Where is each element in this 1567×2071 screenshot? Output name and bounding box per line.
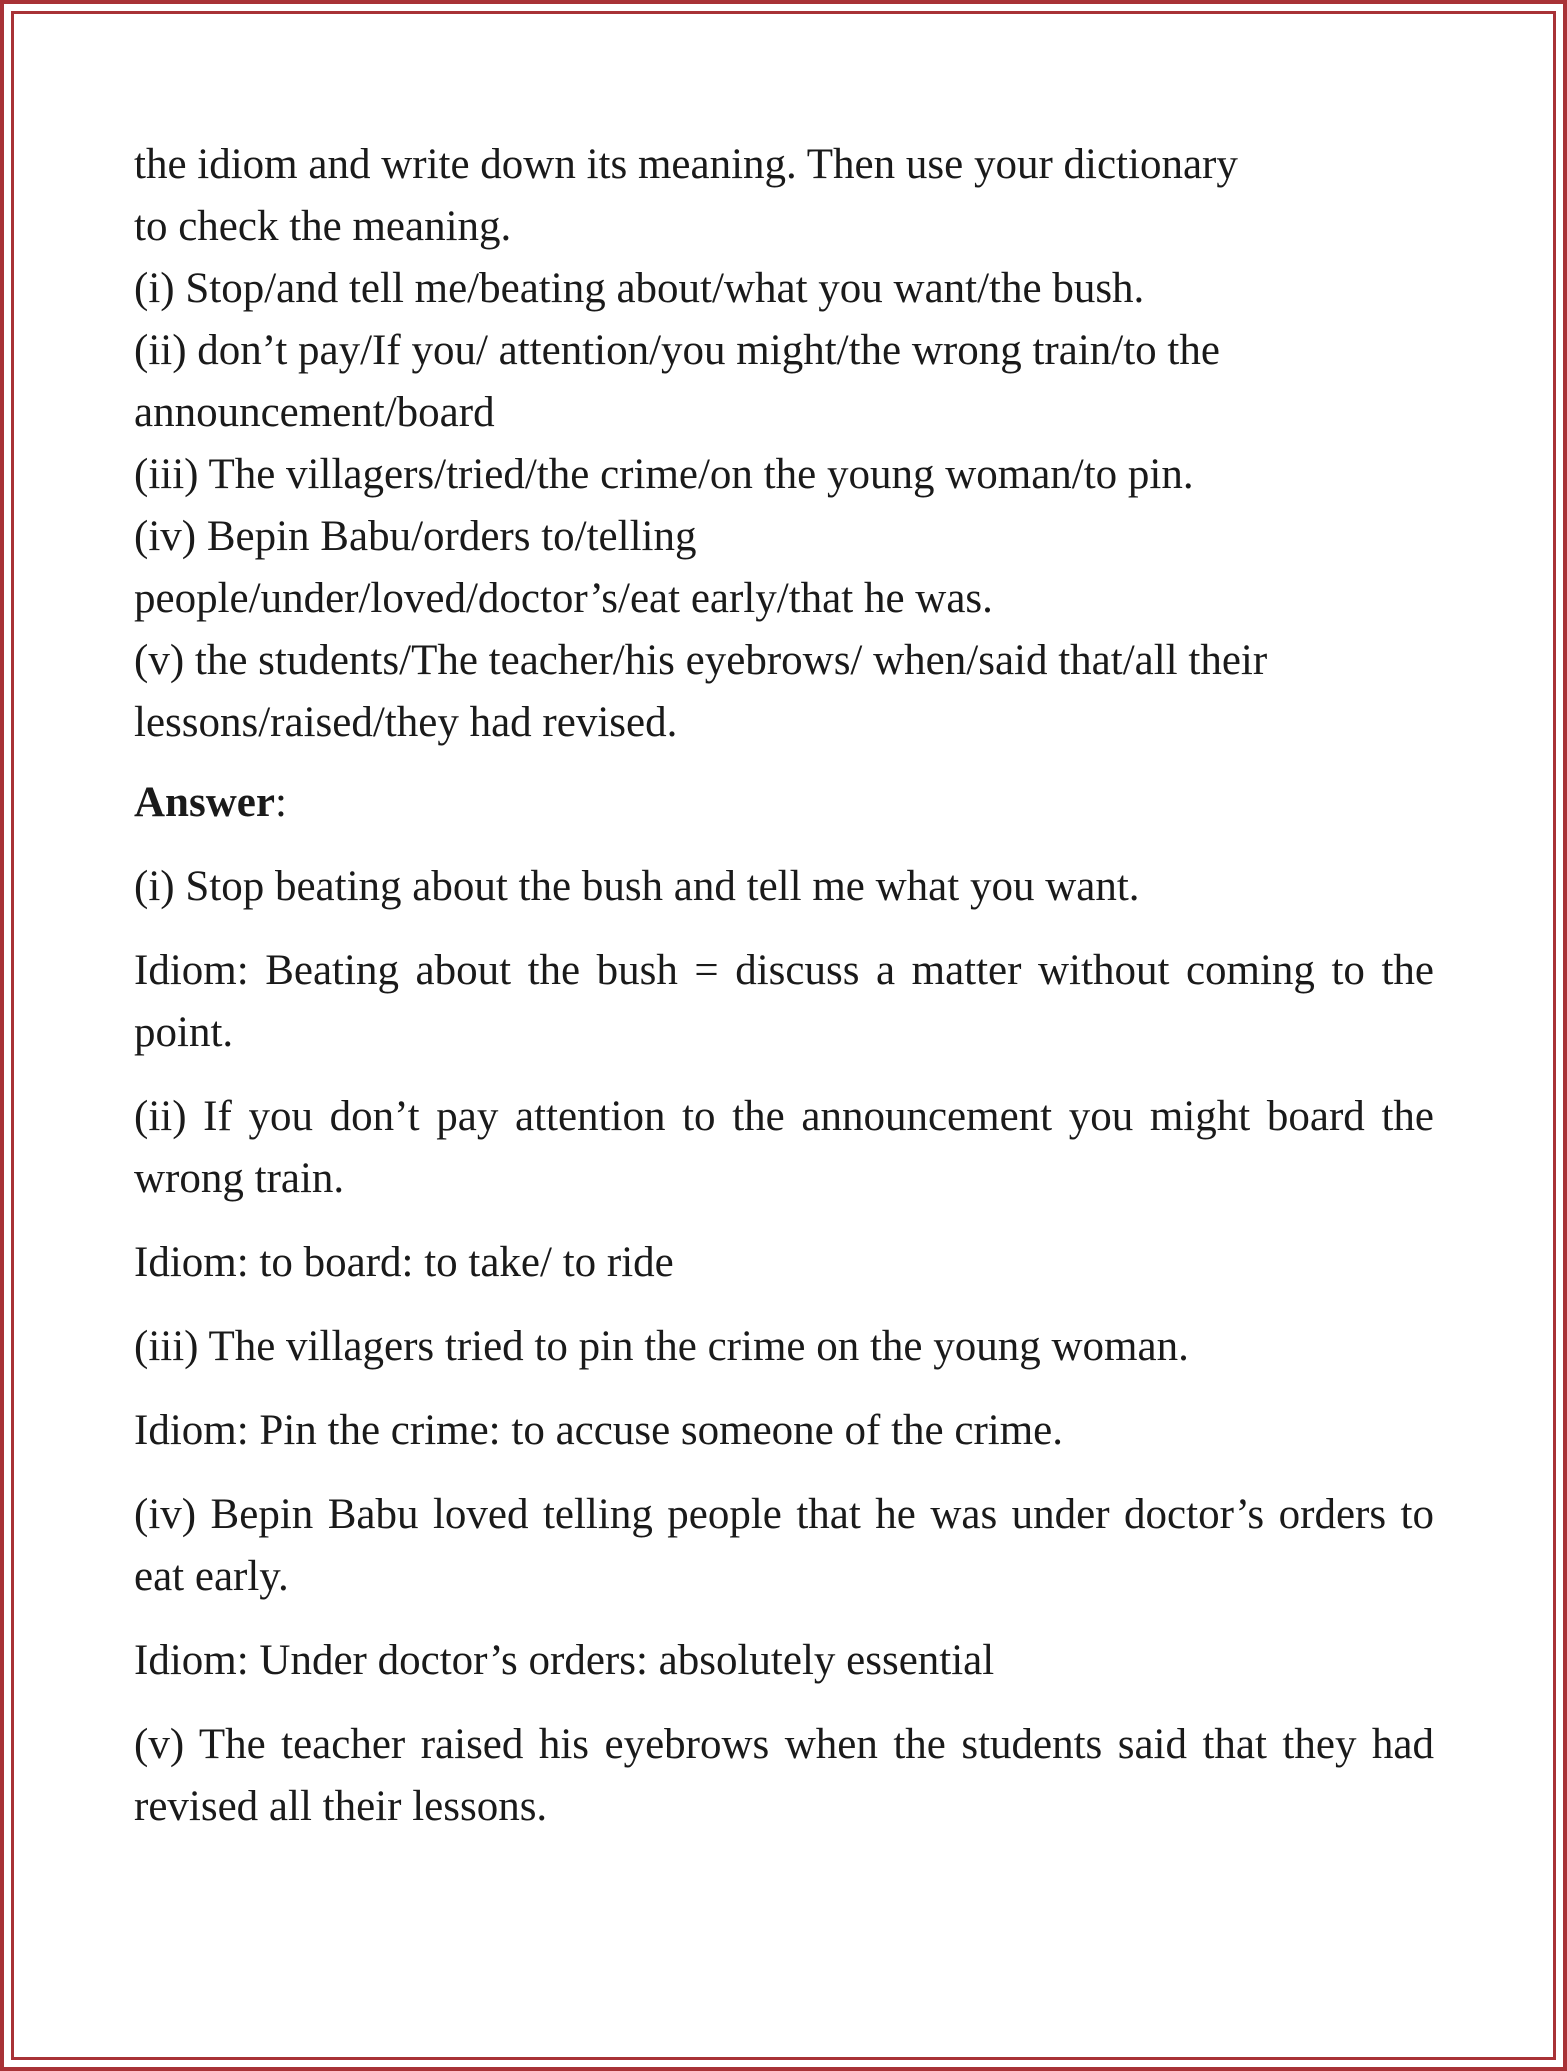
idiom-i: Idiom: Beating about the bush = discuss a matter without coming to the point.: [134, 947, 1434, 1056]
answer-heading: [134, 772, 1434, 834]
answer-colon: :: [274, 779, 287, 826]
answer-block: [134, 856, 1434, 1838]
idiom-iv: Idiom: Under doctor’s orders: absolutely essential: [134, 1637, 995, 1684]
answer-iii: (iii) The villagers tried to pin the crime on the young woman.: [134, 1323, 1189, 1370]
question-item-iii: (iii) The villagers/tried/the crime/on the young woman/to pin.: [134, 451, 1194, 498]
idiom-ii: Idiom: to board: to take/ to ride: [134, 1239, 674, 1286]
question-item-iv-line-2: people/under/loved/doctor’s/eat early/that he was.: [134, 575, 993, 622]
answer-ii: (ii) If you don’t pay attention to the announcement you might board the wrong train.: [134, 1093, 1434, 1202]
answer-iv: (iv) Bepin Babu loved telling people that he was under doctor’s orders to eat early.: [134, 1491, 1434, 1600]
answer-i: (i) Stop beating about the bush and tell me what you want.: [134, 863, 1140, 910]
answer-v: (v) The teacher raised his eyebrows when the students said that they had revised all their lessons.: [134, 1721, 1434, 1830]
question-item-i: (i) Stop/and tell me/beating about/what you want/the bush.: [134, 265, 1145, 312]
question-item-v: (v) the students/The teacher/his eyebrows/ when/said that/all their lessons/raised/they had revised.: [134, 637, 1268, 746]
document-body: [134, 134, 1434, 1838]
question-block: [134, 134, 1434, 754]
idiom-iii: Idiom: Pin the crime: to accuse someone of the crime.: [134, 1407, 1063, 1454]
question-intro-line-1: the idiom and write down its meaning. Then use your dictionary: [134, 141, 1238, 188]
answer-label: Answer: [134, 779, 275, 826]
question-item-ii: (ii) don’t pay/If you/ attention/you might/the wrong train/to the announcement/board: [134, 327, 1220, 436]
question-intro-line-2: to check the meaning.: [134, 203, 512, 250]
question-item-iv-line-1: (iv) Bepin Babu/orders to/telling: [134, 513, 697, 560]
